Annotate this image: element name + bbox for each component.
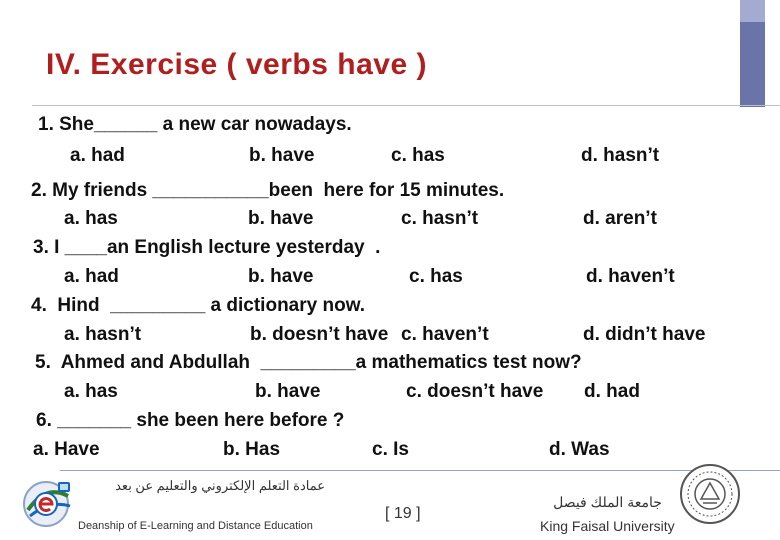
question-6-option-a: a. Have: [33, 439, 100, 460]
e-learning-logo-icon: [16, 470, 80, 534]
corner-accent-bar-light: [740, 0, 765, 22]
title-divider: [32, 105, 780, 106]
question-5-option-d: d. had: [584, 381, 640, 402]
question-4-option-d: d. didn’t have: [583, 324, 706, 345]
footer-divider: [60, 470, 780, 471]
question-3-option-a: a. had: [64, 266, 119, 287]
slide-title: IV. Exercise ( verbs have ): [46, 48, 427, 81]
question-3-option-c: c. has: [409, 266, 463, 287]
question-4: 4. Hind _________ a dictionary now.: [31, 295, 366, 316]
question-6: 6. _______ she been here before ?: [36, 410, 345, 431]
question-1-option-b: b. have: [249, 145, 315, 166]
question-5-option-a: a. has: [64, 381, 118, 402]
question-5-option-b: b. have: [255, 381, 321, 402]
corner-accent-bar-dark: [740, 22, 765, 107]
deanship-name-english: Deanship of E-Learning and Distance Education: [78, 520, 313, 532]
question-6-option-b: b. Has: [223, 439, 281, 460]
question-4-option-c: c. haven’t: [401, 324, 489, 345]
question-3-option-d: d. haven’t: [586, 266, 675, 287]
question-3: 3. I ____an English lecture yesterday .: [33, 237, 381, 258]
university-name-arabic: جامعة الملك فيصل: [553, 494, 662, 510]
question-4-option-b: b. doesn’t have: [250, 324, 389, 345]
question-2-option-a: a. has: [64, 208, 118, 229]
question-1-option-a: a. had: [70, 145, 125, 166]
question-2-option-b: b. have: [248, 208, 314, 229]
question-5-option-c: c. doesn’t have: [406, 381, 544, 402]
question-2: 2. My friends ___________been here for 15 minutes.: [31, 180, 505, 201]
question-2-option-c: c. hasn’t: [401, 208, 479, 229]
question-4-option-a: a. hasn’t: [64, 324, 142, 345]
question-1-option-d: d. hasn’t: [581, 145, 660, 166]
university-name-english: King Faisal University: [540, 518, 675, 534]
deanship-name-arabic: عمادة التعلم الإلكتروني والتعليم عن بعد: [115, 478, 325, 493]
question-5: 5. Ahmed and Abdullah _________a mathematics test now?: [35, 352, 582, 373]
university-seal-icon: [679, 463, 741, 525]
question-6-option-c: c. Is: [372, 439, 409, 460]
question-1: 1. She______ a new car nowadays.: [38, 114, 352, 135]
question-1-option-c: c. has: [391, 145, 445, 166]
page-number: [ 19 ]: [385, 505, 421, 522]
question-2-option-d: d. aren’t: [583, 208, 657, 229]
question-6-option-d: d. Was: [549, 439, 610, 460]
question-3-option-b: b. have: [248, 266, 314, 287]
